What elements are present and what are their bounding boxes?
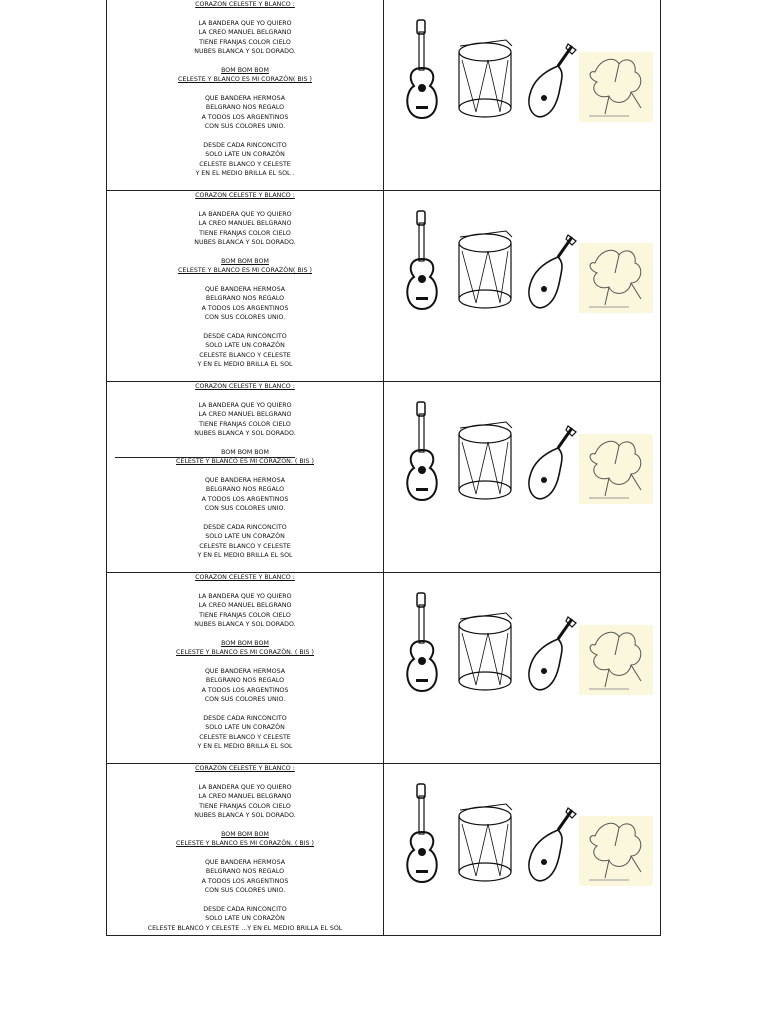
verse-line: BELGRANO NOS REGALO	[205, 104, 285, 112]
verse-line: DESDE CADA RINCONCITO	[203, 906, 287, 914]
lyrics-card	[107, 764, 660, 936]
verse-line: SOLO LATE UN CORAZÓN	[205, 533, 285, 541]
guitar-icon	[402, 18, 442, 122]
chorus-line: CELESTE Y BLANCO ES MI CORAZÓN. ( BIS )	[175, 649, 314, 657]
charango-icon	[522, 424, 578, 506]
lyrics-card	[107, 382, 660, 573]
instrument-pictures	[384, 382, 662, 572]
guitar-icon	[402, 400, 442, 504]
lyrics-column	[107, 764, 384, 936]
divider-line	[115, 457, 295, 458]
flower-icon	[579, 52, 653, 122]
flower-icon	[579, 625, 653, 695]
chorus-line: BOM BOM BOM	[221, 830, 269, 838]
instrument-pictures	[384, 191, 662, 381]
verse-line: CELESTE BLANCO Y CELESTE	[199, 542, 291, 550]
charango-icon	[522, 806, 578, 888]
chorus-line: CELESTE Y BLANCO ES MI CORAZÓN( BIS )	[178, 267, 312, 275]
verse-line: QUE BANDERA HERMOSA	[204, 668, 286, 676]
verse-line: BELGRANO NOS REGALO	[205, 295, 285, 303]
verse-line: LA BANDERA QUE YO QUIERO	[198, 783, 292, 791]
verse-line: BELGRANO NOS REGALO	[205, 486, 285, 494]
chorus-line: CELESTE Y BLANCO ES MI CORAZÓN. ( BIS )	[175, 458, 314, 466]
verse-line: CON SUS COLORES UNIO.	[204, 505, 286, 513]
verse-line: CON SUS COLORES UNIO.	[204, 123, 286, 131]
verse-line: SOLO LATE UN CORAZÓN	[205, 151, 285, 159]
guitar-icon	[402, 209, 442, 313]
song-title: CORAZON CELESTE Y BLANCO :	[195, 1, 295, 8]
charango-icon	[522, 42, 578, 124]
verse-line: BELGRANO NOS REGALO	[205, 868, 285, 876]
drum-icon	[456, 38, 514, 122]
verse-line: Y EN EL MEDIO BRILLA EL SOL	[197, 743, 293, 751]
verse-line: TIENE FRANJAS COLOR CIELO	[199, 38, 291, 46]
verse-line: A TODOS LOS ARGENTINOS	[201, 113, 289, 121]
chorus-line: BOM BOM BOM	[221, 448, 269, 456]
song-title: CORAZON CELESTE Y BLANCO :	[195, 574, 295, 581]
verse-line: LA BANDERA QUE YO QUIERO	[198, 19, 292, 27]
chorus-line: BOM BOM BOM	[221, 66, 269, 74]
lyrics-column	[107, 0, 384, 190]
drum-icon	[456, 611, 514, 695]
drum-icon	[456, 802, 514, 886]
verse-line: DESDE CADA RINCONCITO	[203, 333, 287, 341]
verse-line: SOLO LATE UN CORAZÓN	[205, 724, 285, 732]
verse-line: A TODOS LOS ARGENTINOS	[201, 304, 289, 312]
verse-line: QUE BANDERA HERMOSA	[204, 286, 286, 294]
verse-line: NUBES BLANCA Y SOL DORADO.	[194, 48, 296, 56]
verse-line: LA CREO MANUEL BELGRANO	[198, 411, 292, 419]
chorus-line: CELESTE Y BLANCO ES MI CORAZÓN. ( BIS )	[175, 840, 314, 848]
chorus-line: BOM BOM BOM	[221, 257, 269, 265]
verse-line: NUBES BLANCA Y SOL DORADO.	[194, 430, 296, 438]
verse-line: A TODOS LOS ARGENTINOS	[201, 877, 289, 885]
verse-line: LA CREO MANUEL BELGRANO	[198, 29, 292, 37]
verse-line: LA CREO MANUEL BELGRANO	[198, 220, 292, 228]
verse-line: CON SUS COLORES UNIO.	[204, 314, 286, 322]
drum-icon	[456, 420, 514, 504]
verse-line: QUE BANDERA HERMOSA	[204, 95, 286, 103]
verse-line: TIENE FRANJAS COLOR CIELO	[199, 420, 291, 428]
verse-line: Y EN EL MEDIO BRILLA EL SOL .	[195, 170, 295, 178]
verse-line: TIENE FRANJAS COLOR CIELO	[199, 802, 291, 810]
verse-line: DESDE CADA RINCONCITO	[203, 715, 287, 723]
lyrics-card	[107, 191, 660, 382]
verse-line: CELESTE BLANCO Y CELESTE	[199, 160, 291, 168]
verse-line: A TODOS LOS ARGENTINOS	[201, 686, 289, 694]
verse-line: CON SUS COLORES UNIO.	[204, 887, 286, 895]
song-title: CORAZON CELESTE Y BLANCO :	[195, 192, 295, 199]
verse-line: LA BANDERA QUE YO QUIERO	[198, 210, 292, 218]
verse-line: LA CREO MANUEL BELGRANO	[198, 793, 292, 801]
verse-line: CON SUS COLORES UNIO.	[204, 696, 286, 704]
flower-icon	[579, 816, 653, 886]
song-title: CORAZON CELESTE Y BLANCO :	[195, 383, 295, 390]
instrument-pictures	[384, 0, 662, 190]
charango-icon	[522, 233, 578, 315]
lyrics-card	[107, 0, 660, 191]
verse-line: SOLO LATE UN CORAZÓN	[205, 342, 285, 350]
verse-line: TIENE FRANJAS COLOR CIELO	[199, 611, 291, 619]
lyrics-card	[107, 573, 660, 764]
verse-line: NUBES BLANCA Y SOL DORADO.	[194, 621, 296, 629]
instrument-pictures	[384, 573, 662, 763]
verse-line: CELESTE BLANCO Y CELESTE	[199, 351, 291, 359]
verse-line: DESDE CADA RINCONCITO	[203, 142, 287, 150]
lyrics-column	[107, 573, 384, 763]
verse-line: CELESTE BLANCO Y CELESTE ...Y EN EL MEDIO BRILLA EL SOL	[147, 924, 343, 932]
chorus-line: BOM BOM BOM	[221, 639, 269, 647]
verse-line: LA BANDERA QUE YO QUIERO	[198, 401, 292, 409]
lyrics-sheet	[106, 0, 661, 936]
verse-line: BELGRANO NOS REGALO	[205, 677, 285, 685]
verse-line: QUE BANDERA HERMOSA	[204, 859, 286, 867]
verse-line: TIENE FRANJAS COLOR CIELO	[199, 229, 291, 237]
verse-line: DESDE CADA RINCONCITO	[203, 524, 287, 532]
verse-line: Y EN EL MEDIO BRILLA EL SOL	[197, 361, 293, 369]
charango-icon	[522, 615, 578, 697]
lyrics-column	[107, 382, 384, 572]
verse-line: NUBES BLANCA Y SOL DORADO.	[194, 812, 296, 820]
flower-icon	[579, 243, 653, 313]
verse-line: LA CREO MANUEL BELGRANO	[198, 602, 292, 610]
verse-line: SOLO LATE UN CORAZÓN	[205, 915, 285, 923]
guitar-icon	[402, 782, 442, 886]
verse-line: CELESTE BLANCO Y CELESTE	[199, 733, 291, 741]
verse-line: LA BANDERA QUE YO QUIERO	[198, 592, 292, 600]
guitar-icon	[402, 591, 442, 695]
drum-icon	[456, 229, 514, 313]
verse-line: NUBES BLANCA Y SOL DORADO.	[194, 239, 296, 247]
song-title: CORAZON CELESTE Y BLANCO :	[195, 765, 295, 772]
verse-line: Y EN EL MEDIO BRILLA EL SOL	[197, 552, 293, 560]
lyrics-column	[107, 191, 384, 381]
verse-line: A TODOS LOS ARGENTINOS	[201, 495, 289, 503]
verse-line: QUE BANDERA HERMOSA	[204, 477, 286, 485]
chorus-line: CELESTE Y BLANCO ES MI CORAZÓN( BIS )	[178, 76, 312, 84]
flower-icon	[579, 434, 653, 504]
instrument-pictures	[384, 764, 662, 936]
